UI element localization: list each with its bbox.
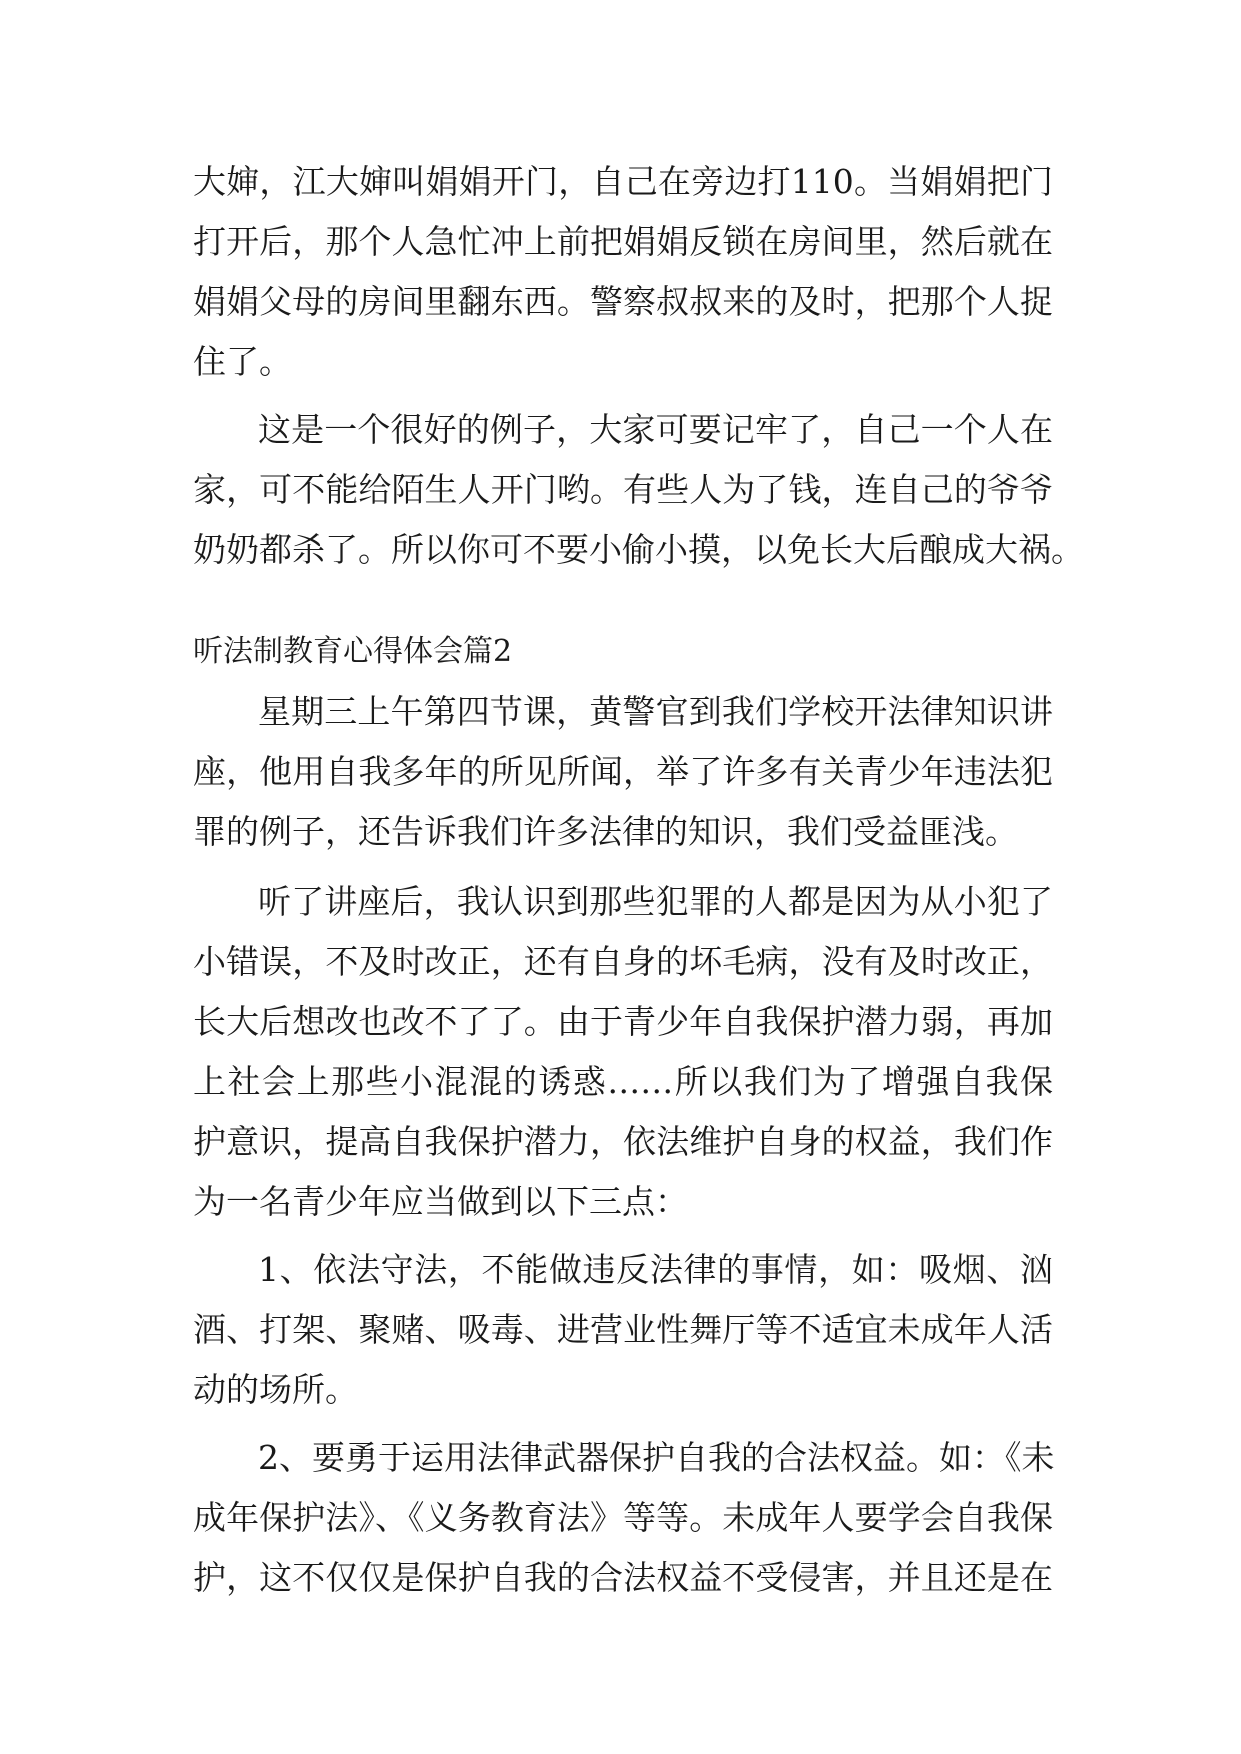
text-line: 这是一个很好的例子，大家可要记牢了，自己一个人在 [258,410,1053,449]
text-line: 长大后想改也改不了了。由于青少年自我保护潜力弱，再加 [193,1002,1053,1041]
text-line: 酒、打架、聚赌、吸毒、进营业性舞厅等不适宜未成年人活 [193,1310,1053,1349]
text-line: 小错误，不及时改正，还有自身的坏毛病，没有及时改正， [193,942,1053,981]
text-line: 罪的例子，还告诉我们许多法律的知识，我们受益匪浅。 [193,812,1018,851]
text-line: 护，这不仅仅是保护自我的合法权益不受侵害，并且还是在 [193,1558,1053,1597]
text-line: 动的场所。 [193,1370,358,1409]
text-line: 座，他用自我多年的所见所闻，举了许多有关青少年违法犯 [193,752,1053,791]
text-line: 娟娟父母的房间里翻东西。警察叔叔来的及时，把那个人捉 [193,282,1053,321]
text-line: 住了。 [193,342,292,381]
text-line: 1、依法守法，不能做违反法律的事情，如：吸烟、汹 [258,1250,1053,1289]
text-line: 2、要勇于运用法律武器保护自我的合法权益。如：《未 [258,1438,1055,1477]
text-line: 为一名青少年应当做到以下三点： [193,1182,688,1221]
text-line: 打开后，那个人急忙冲上前把娟娟反锁在房间里，然后就在 [193,222,1053,261]
text-line: 上社会上那些小混混的诱惑……所以我们为了增强自我保 [193,1062,1053,1101]
text-line: 护意识，提高自我保护潜力，依法维护自身的权益，我们作 [193,1122,1053,1161]
text-line: 大婶，江大婶叫娟娟开门，自己在旁边打110。当娟娟把门 [193,162,1053,201]
text-line: 听了讲座后，我认识到那些犯罪的人都是因为从小犯了 [258,882,1053,921]
section-heading: 听法制教育心得体会篇2 [193,634,513,669]
text-line: 星期三上午第四节课，黄警官到我们学校开法律知识讲 [258,692,1053,731]
text-line: 成年保护法》、《义务教育法》等等。未成年人要学会自我保 [193,1498,1053,1537]
text-line: 奶奶都杀了。所以你可不要小偷小摸，以免长大后酿成大祸。 [193,530,1084,569]
text-line: 家，可不能给陌生人开门哟。有些人为了钱，连自己的爷爷 [193,470,1053,509]
